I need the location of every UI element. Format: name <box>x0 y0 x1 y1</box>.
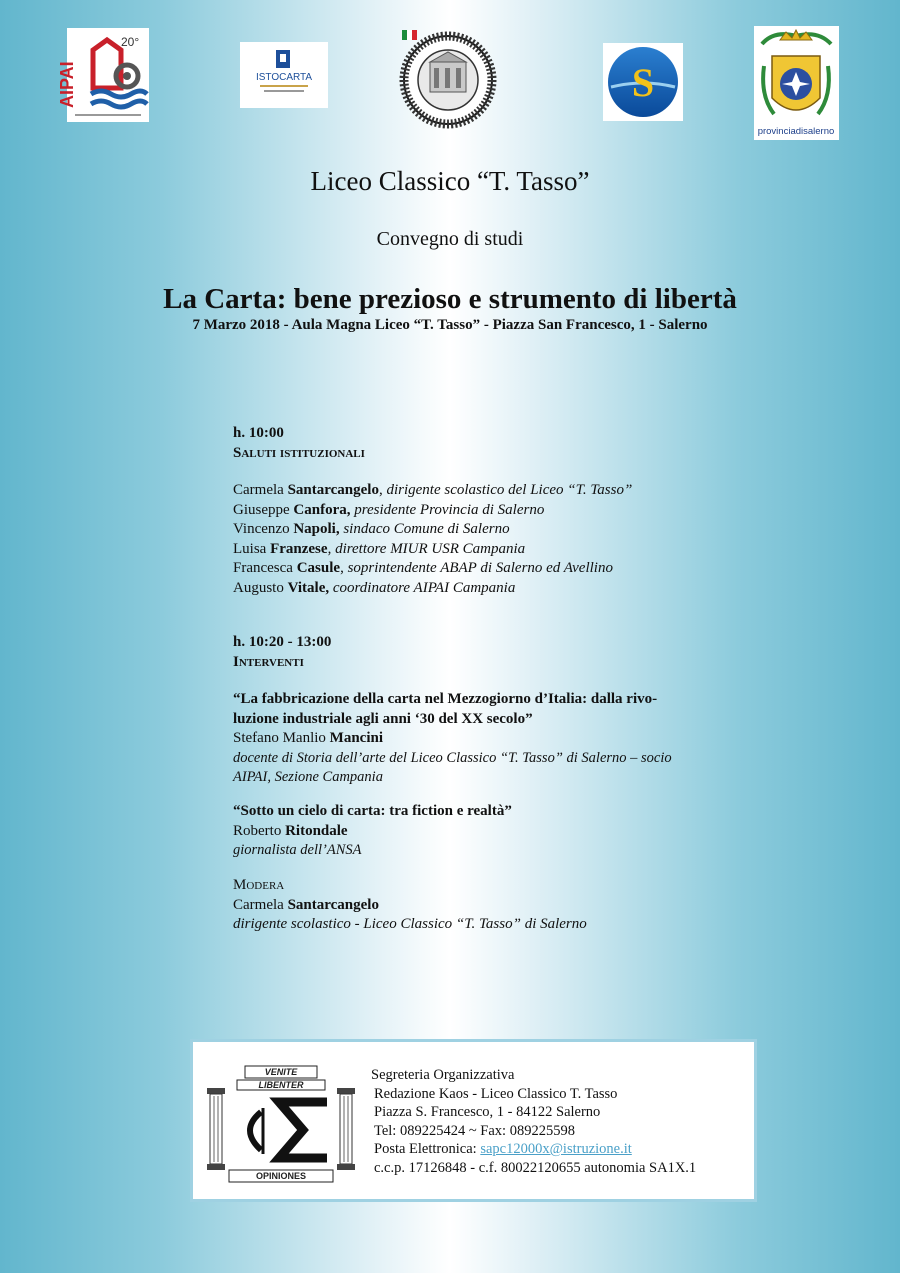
school-title: Liceo Classico “T. Tasso” <box>310 166 590 196</box>
liceo-tasso-seal <box>396 28 496 126</box>
italy-flag-and-seal-icon <box>396 28 496 126</box>
kaos-opinions-logo <box>203 1062 359 1184</box>
contact-line: Redazione Kaos - Liceo Classico T. Tasso <box>374 1085 618 1102</box>
event-details: 7 Marzo 2018 - Aula Magna Liceo “T. Tasso” - Piazza San Francesco, 1 - Salerno <box>192 317 708 333</box>
session-2-time: h. 10:20 - 13:00 <box>233 634 332 650</box>
aipai-badge: 20° <box>121 35 140 49</box>
aipai-logo <box>57 28 149 122</box>
contact-fiscal: c.c.p. 17126848 - c.f. 80022120655 autonomia SA1X.1 <box>374 1159 697 1176</box>
contact-address: Piazza S. Francesco, 1 - 84122 Salerno <box>374 1104 601 1120</box>
moderator-label: Modera <box>233 877 285 893</box>
talk-1-title: “La fabbricazione della carta nel Mezzogiorno d’Italia: dalla rivo- <box>233 691 658 707</box>
logo-libenter: LIBENTER <box>258 1080 304 1090</box>
session-2-heading: Interventi <box>233 653 304 670</box>
session-1-time: h. 10:00 <box>233 425 284 441</box>
talk-1-role: docente di Storia dell’arte del Liceo Classico “T. Tasso” di Salerno – socio <box>233 749 672 766</box>
contact-info <box>371 1066 696 1177</box>
istocarta-name: ISTOCARTA <box>255 72 313 83</box>
speaker-item: Giuseppe Canfora, presidente Provincia di Salerno <box>233 501 545 518</box>
moderator <box>233 876 713 935</box>
contact-email-row: Posta Elettronica: sapc12000x@istruzione.it <box>374 1141 632 1157</box>
event-title: La Carta: bene prezioso e strumento di libertà <box>163 283 737 315</box>
session-1-heading: Saluti istituzionali <box>233 444 365 461</box>
speaker-list <box>233 481 713 598</box>
talk-1-role-cont: AIPAI, Sezione Campania <box>233 769 383 785</box>
talk-2 <box>233 802 713 861</box>
session-1 <box>233 424 713 463</box>
aipai-name: AIPAI <box>57 61 77 108</box>
speaker-item: Luisa Franzese, direttore MIUR USR Campania <box>233 540 526 557</box>
logo-opiniones: OPINIONES <box>255 1171 307 1181</box>
moderator-name: Carmela Santarcangelo <box>233 896 379 913</box>
talk-2-speaker: Roberto Ritondale <box>233 822 348 839</box>
event-type: Convegno di studi <box>376 228 524 250</box>
moderator-role: dirigente scolastico - Liceo Classico “T. Tasso” di Salerno <box>233 916 587 932</box>
contact-heading: Segreteria Organizzativa <box>371 1067 515 1083</box>
email-link[interactable]: sapc12000x@istruzione.it <box>480 1141 632 1157</box>
talk-1-speaker: Stefano Manlio Mancini <box>233 730 383 746</box>
session-2 <box>233 633 713 672</box>
speaker-item: Augusto Vitale, coordinatore AIPAI Campania <box>233 579 516 596</box>
s-logo <box>603 43 683 121</box>
talk-2-role: giornalista dell’ANSA <box>233 842 362 858</box>
talk-1-title-cont: luzione industriale agli anni ‘30 del XX secolo” <box>233 710 533 727</box>
speaker-item: Carmela Santarcangelo, dirigente scolastico del Liceo “T. Tasso” <box>233 482 633 498</box>
contact-phone: Tel: 089225424 ~ Fax: 089225598 <box>374 1122 575 1139</box>
talk-1 <box>233 690 713 788</box>
speaker-item: Vincenzo Napoli, sindaco Comune di Salerno <box>233 521 510 537</box>
speaker-item: Francesca Casule, soprintendente ABAP di Salerno ed Avellino <box>233 560 613 576</box>
logo-venite: VENITE <box>264 1067 298 1077</box>
provincia-salerno-logo <box>754 26 839 140</box>
istocarta-logo <box>240 42 328 108</box>
s-logo-letter: S <box>631 60 655 105</box>
talk-2-title: “Sotto un cielo di carta: tra fiction e realtà” <box>233 803 512 819</box>
provincia-caption: provinciadisalerno <box>757 126 835 137</box>
contact-box <box>190 1039 757 1202</box>
